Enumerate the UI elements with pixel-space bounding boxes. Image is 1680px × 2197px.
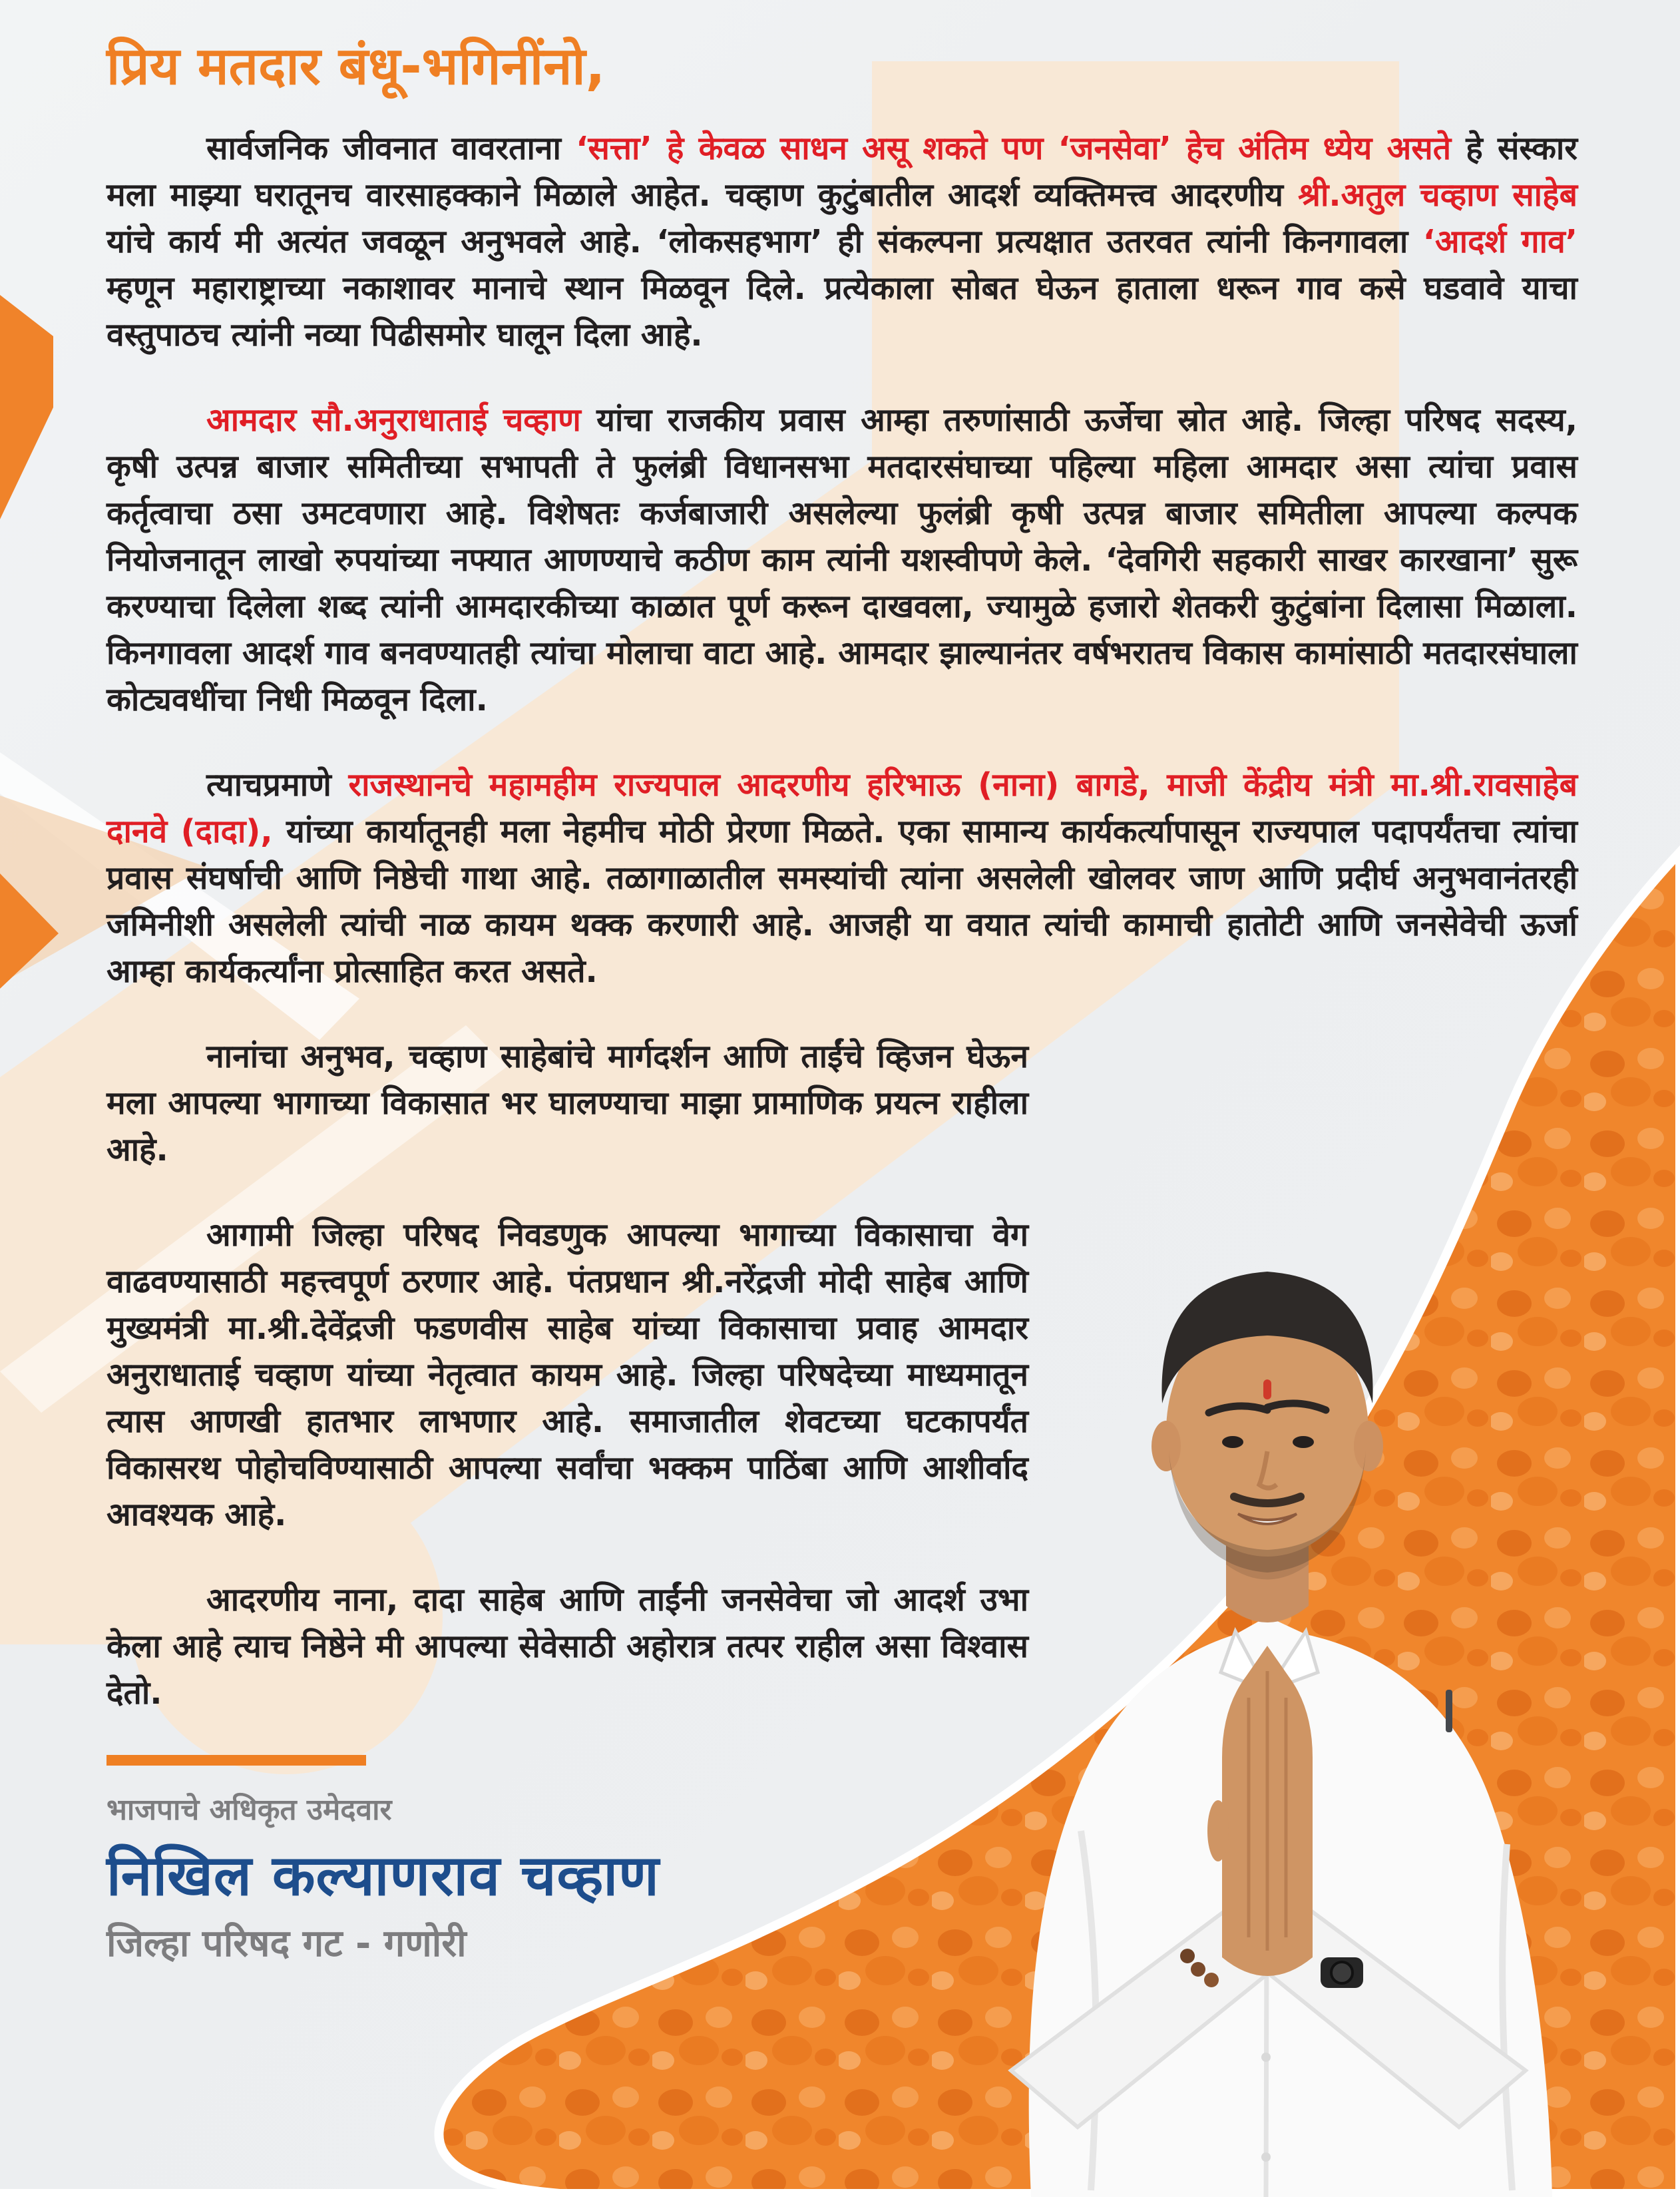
text-run: यांचे कार्य मी अत्यंत जवळून अनुभवले आहे. ‘लोकसहभाग’ ही संकल्पना प्रत्यक्षात उतरवत त्यांनी किनगावला — [106, 222, 1423, 260]
salutation-heading: प्रिय मतदार बंधू-भगिनींनो, — [106, 37, 606, 97]
letter-content — [106, 37, 1577, 1967]
party-tagline: भाजपाचे अधिकृत उमेदवार — [106, 1792, 392, 1827]
letter-paragraph — [106, 1577, 1028, 1716]
text-run: यांच्या कार्यातूनही मला नेहमीच मोठी प्रेरणा मिळते. एका सामान्य कार्यकर्त्यापासून राज्यपाल पदापर्यंतचा त्यांचा प्रवास संघर्षाची आणि निष्ठेची गाथा आहे. तळागाळातील समस्यांची त्यांना असलेली खोलवर जाण आणि प्रदीर्घ अनुभवानंतरही जमिनीशी असलेली त्यांची नाळ कायम थक्क करणारी आहे. आजही या वयात त्यांची कामाची हातोटी आणि जनसेवेची ऊर्जा आम्हा कार्यकर्त्यांना प्रोत्साहित करत असते. — [106, 812, 1577, 990]
text-run: यांचा राजकीय प्रवास आम्हा तरुणांसाठी ऊर्जेचा स्रोत आहे. जिल्हा परिषद सदस्य, कृषी उत्पन्न बाजार समितीच्या सभापती ते फुलंब्री विधानसभा मतदारसंघाच्या पहिल्या महिला आमदार असा त्यांचा प्रवास कर्तृत्वाचा ठसा उमटवणारा आहे. विशेषतः कर्जबाजारी असलेल्या फुलंब्री कृषी उत्पन्न बाजार समितीला आपल्या कल्पक नियोजनातून लाखो रुपयांच्या नफ्यात आणण्याचे कठीण काम त्यांनी यशस्वीपणे केले. ‘देवगिरी सहकारी साखर कारखाना’ सुरू करण्याचा दिलेला शब्द त्यांनी आमदारकीच्या काळात पूर्ण करून दाखवला, ज्यामुळे हजारो शेतकरी कुटुंबांना दिलासा मिळाला. किनगावला आदर्श गाव बनवण्यातही त्यांचा मोलाचा वाटा आहे. आमदार झाल्यानंतर वर्षभरातच विकास कामांसाठी मतदारसंघाला कोट्यवधींचा निधी मिळवून दिला. — [106, 401, 1577, 718]
candidate-name: निखिल कल्याणराव चव्हाण — [106, 1842, 660, 1908]
letter-paragraph — [106, 125, 1577, 358]
bracelet-bead — [1204, 1973, 1219, 1987]
shirt-button — [1261, 2053, 1271, 2062]
letter-paragraph — [106, 397, 1577, 723]
text-run: हे संस्कार मला माझ्या घरातूनच वारसाहक्काने मिळाले आहेत. चव्हाण कुटुंबातील आदर्श व्यक्तिमत्त्व आदरणीय — [106, 129, 1577, 214]
letter-body-full-width — [106, 125, 1577, 995]
text-run: नानांचा अनुभव, चव्हाण साहेबांचे मार्गदर्शन आणि ताईंचे व्हिजन घेऊन मला आपल्या भागाच्या विकासात भर घालण्याचा माझा प्रामाणिक प्रयत्न राहीला आहे. — [106, 1037, 1028, 1168]
text-run: त्याचप्रमाणे — [206, 766, 349, 804]
text-run: ‘सत्ता’ हे केवळ साधन असू शकते पण ‘जनसेवा’ हेच अंतिम ध्येय असते — [576, 129, 1452, 167]
text-run: ‘आदर्श गाव’ — [1422, 222, 1578, 260]
constituency-seat: जिल्हा परिषद गट - गणोरी — [106, 1921, 467, 1965]
text-run: श्री.अतुल चव्हाण साहेब — [1298, 176, 1577, 214]
shirt-button — [1261, 2152, 1271, 2162]
signature-block — [106, 1788, 1577, 1967]
text-run: सार्वजनिक जीवनात वावरताना — [206, 129, 576, 167]
text-run: आगामी जिल्हा परिषद निवडणुक आपल्या भागाच्या विकासाचा वेग वाढवण्यासाठी महत्त्वपूर्ण ठरणार आहे. पंतप्रधान श्री.नरेंद्रजी मोदी साहेब आणि मुख्यमंत्री मा.श्री.देवेंद्रजी फडणवीस साहेब यांच्या विकासाचा प्रवाह आमदार अनुराधाताई चव्हाण यांच्या नेतृत्वात कायम आहे. जिल्हा परिषदेच्या माध्यमातून त्यास आणखी हातभार लाभणार आहे. समाजातील शेवटच्या घटकापर्यंत विकासरथ पोहोचविण्यासाठी आपल्या सर्वांचा भक्कम पाठिंबा आणि आशीर्वाद आवश्यक आहे. — [106, 1216, 1028, 1533]
text-run: आदरणीय नाना, दादा साहेब आणि ताईंनी जनसेवेचा जो आदर्श उभा केला आहे त्याच निष्ठेने मी आपल्या सेवेसाठी अहोरात्र तत्पर राहील असा विश्वास देतो. — [106, 1581, 1028, 1712]
letter-paragraph — [106, 1033, 1028, 1173]
letter-paragraph — [106, 762, 1577, 995]
orange-chevron-icon — [0, 295, 53, 519]
orange-divider-bar — [106, 1755, 366, 1766]
text-run: आमदार सौ.अनुराधाताई चव्हाण — [206, 401, 581, 439]
text-run: राजस्थानचे महामहीम राज्यपाल आदरणीय हरिभाऊ (नाना) बागडे, माजी केंद्रीय मंत्री मा.श्री.रावसाहेब दानवे (दादा), — [106, 766, 1577, 850]
letter-paragraph — [106, 1212, 1028, 1538]
letter-body-beside-photo — [106, 1033, 1028, 1716]
text-run: म्हणून महाराष्ट्राच्या नकाशावर मानाचे स्थान मिळवून दिले. प्रत्येकाला सोबत घेऊन हाताला धरून गाव कसे घडवावे याचा वस्तुपाठच त्यांनी नव्या पिढीसमोर घालून दिला आहे. — [106, 269, 1577, 354]
